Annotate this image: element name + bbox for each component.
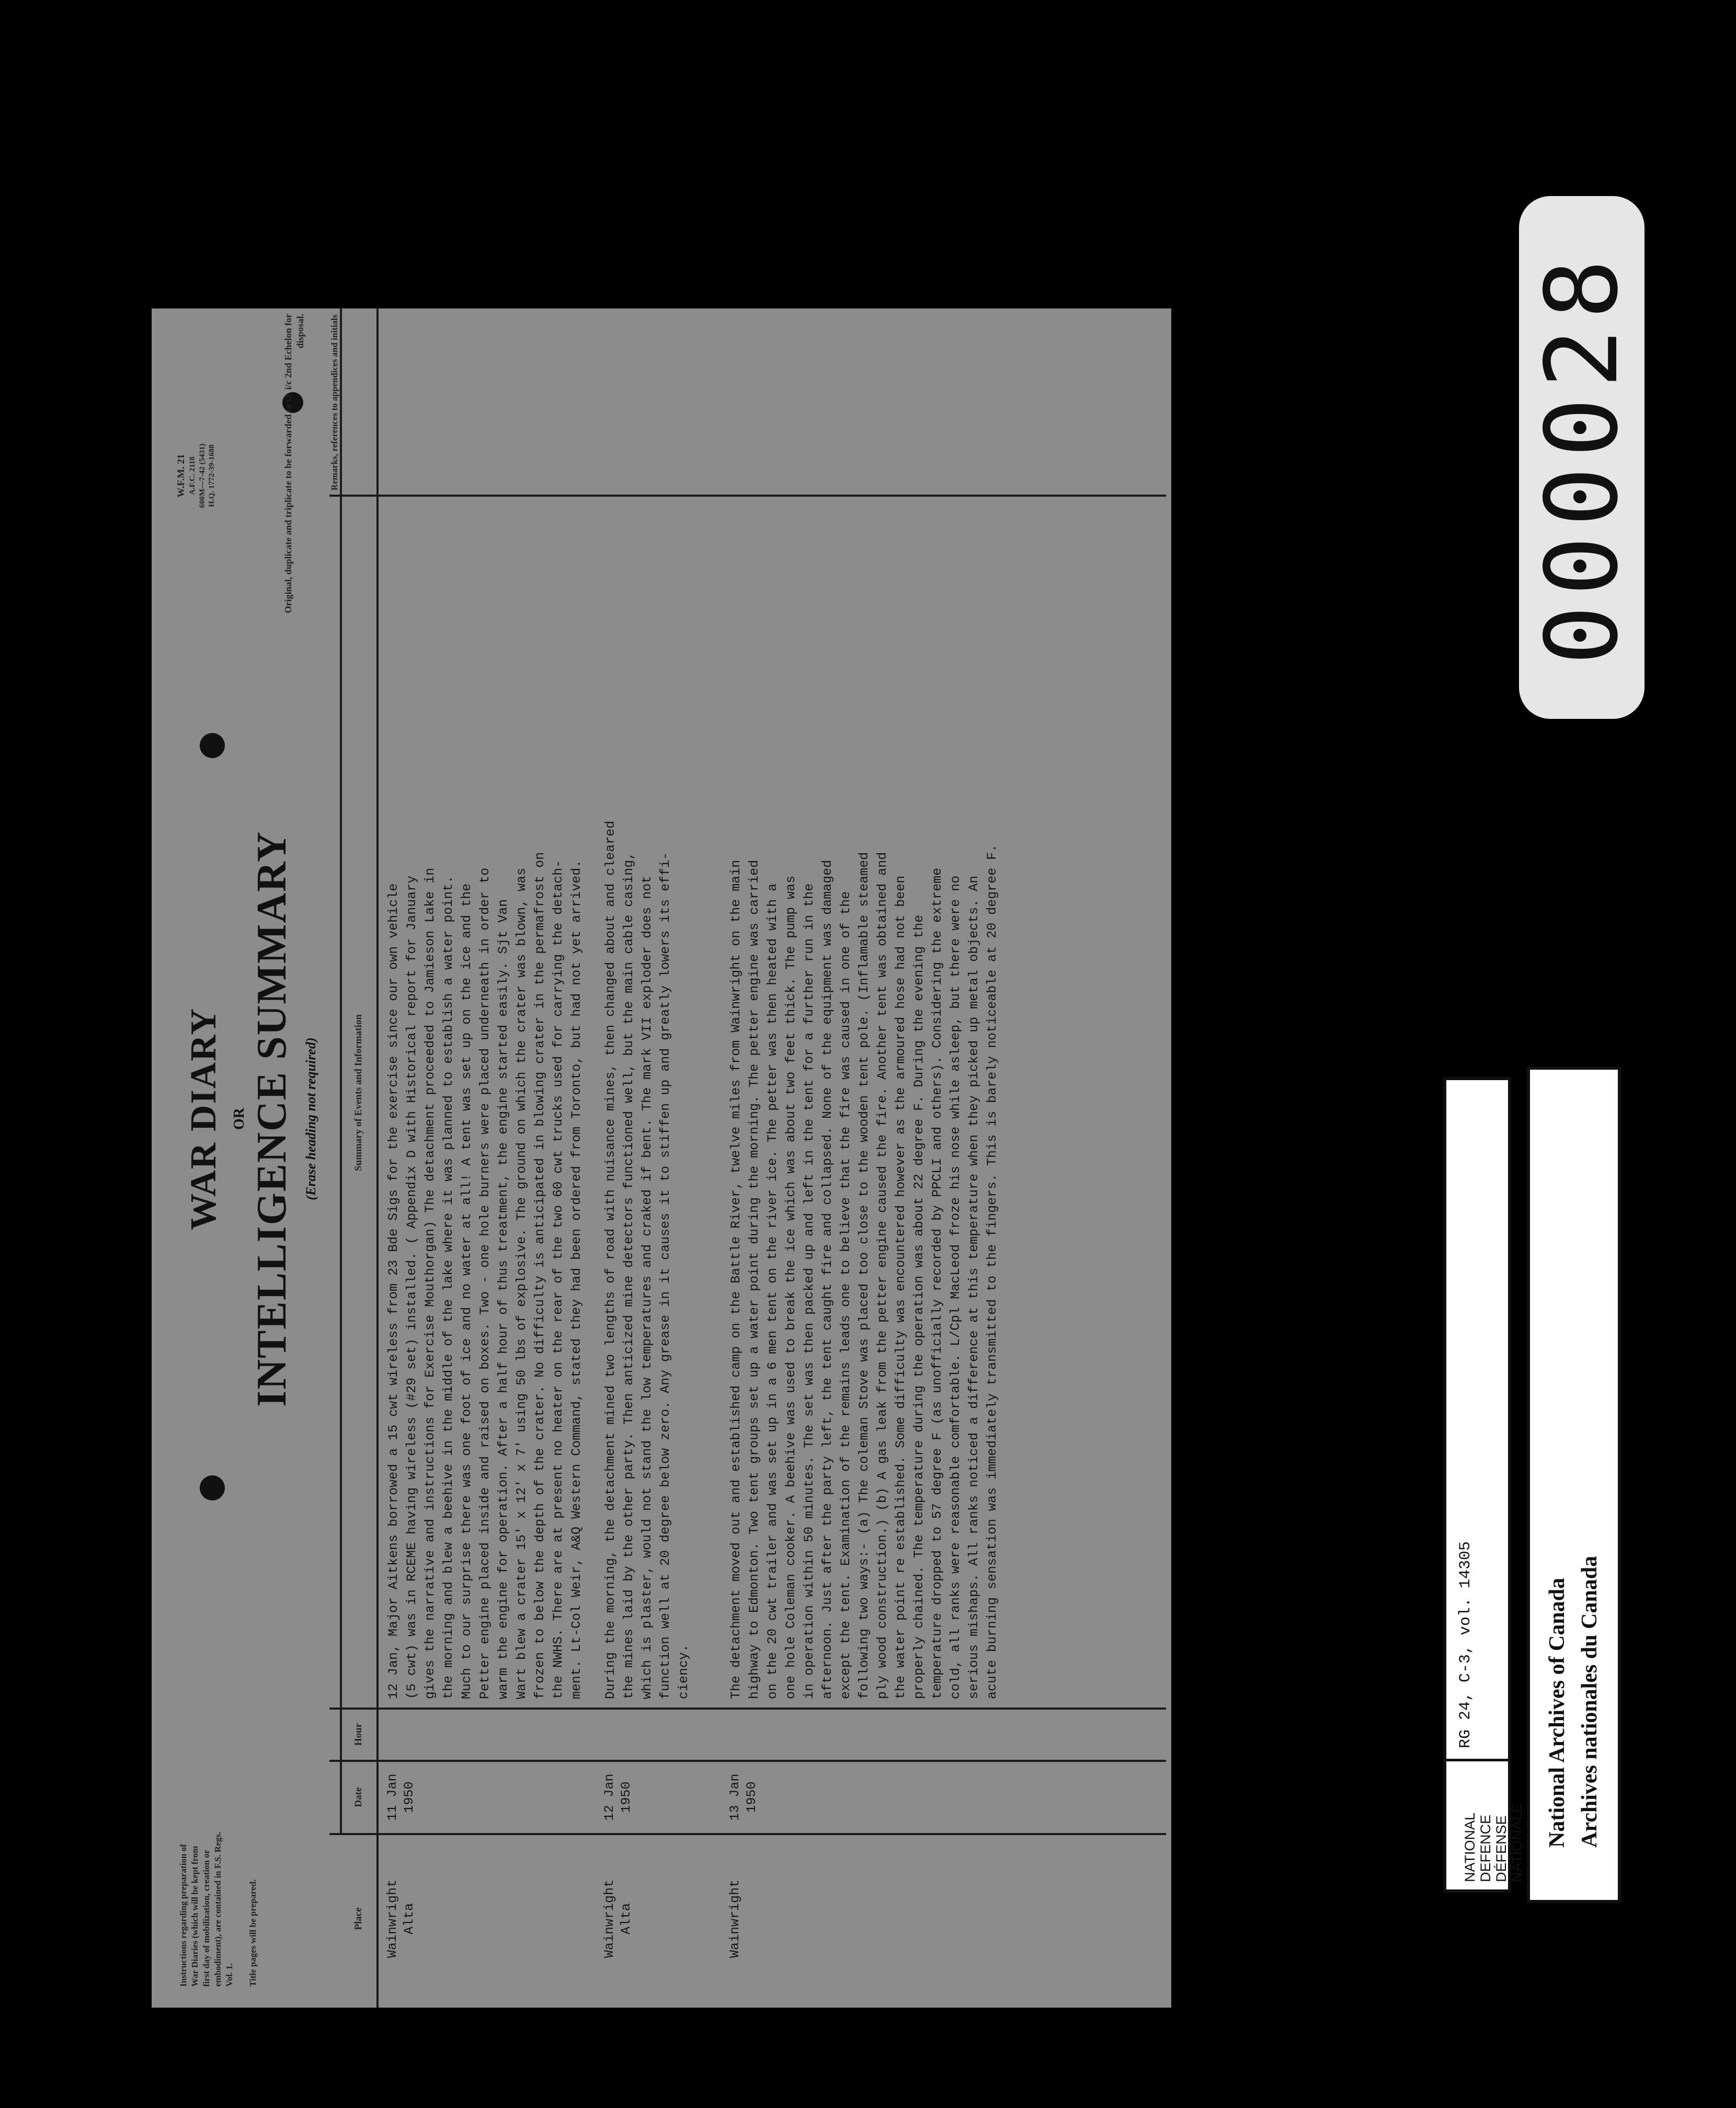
form-print-code: 600M—7-42 (5431) <box>198 443 207 508</box>
form-reference <box>175 408 217 544</box>
summary-line: ply wood construction.) (b) A gas leak from the petter engine caused the fire. Another tent was obtained and <box>875 852 890 1699</box>
instructions-note <box>178 1830 259 1987</box>
title-or: OR <box>231 1108 247 1130</box>
summary-line: gives the narrative and instructions for Exercise Mouthorgan) The detachment proceeded to Jamieson Lake in <box>422 867 438 1699</box>
entry-2-place: Wainwright Alta <box>602 1879 634 1958</box>
erase-heading-note: (Erase heading not required) <box>303 1037 318 1200</box>
summary-line: except the tent. Examination of the remains leads one to believe that the fire was caused in one of the <box>838 891 853 1699</box>
summary-line: acute burning sensation was immediately transmitted to the fingers. This is barely noticeable at 20 degree F. <box>985 844 1000 1699</box>
summary-line: the mines laid by the other party. Then anticized mine detectors functioned well, but the main cable casing, <box>621 852 636 1699</box>
form-id: W.F.M. 21 <box>176 454 187 498</box>
summary-line: ment. Lt-Col Weir, A&Q Western Command, stated they had been ordered from Toronto, but had not yet arrived. <box>569 860 584 1699</box>
summary-line: highway to Edmonton. Two tent groups set up a water point during the morning. The petter engine was carried <box>747 860 762 1699</box>
instructions-text: Instructions regarding preparation of War Diaries (which will be kept from first day of mobilization, creation or embodiment), are contained in F.S. Regs. Vol. 1. <box>178 1831 235 1987</box>
war-diary-form <box>152 308 1171 2008</box>
header-rule-top <box>340 308 342 1835</box>
entry-2-summary <box>601 821 693 1699</box>
summary-line: The detachment moved out and established camp on the Battle River, twelve miles from Wainwright on the main <box>728 860 744 1699</box>
summary-line: (5 cwt) was in RCEME having wireless (#29 set) installed. ( Appendix D with Historical report for January <box>404 875 419 1699</box>
summary-line: serious mishaps. All ranks noticed a difference at this temperature when they picked up metal objects. An <box>966 875 981 1699</box>
summary-line: Much to our surprise there was one foot of ice and no water at all! A tent was set up on the ice and the <box>459 883 474 1699</box>
title-pages-note: Title pages will be prepared. <box>247 1879 258 1987</box>
summary-line: frozen to below the depth of the crater. No difficulty is anticipated in blowing crater in the permafrost on <box>532 852 547 1699</box>
divider-summary-remarks <box>329 495 1166 497</box>
war-diary-page <box>152 308 1171 2008</box>
punch-hole-right <box>200 733 225 758</box>
archives-stamp-label <box>1527 1067 1621 1903</box>
summary-line: cold, all ranks were reasonable comfortable. L/Cpl MacLeod froze his nose while asleep, but there were no <box>948 875 963 1699</box>
divider-place-date <box>329 1833 1166 1835</box>
entry-3-place: Wainwright <box>727 1879 743 1958</box>
title-intelligence-summary: INTELLIGENCE SUMMARY <box>249 831 295 1407</box>
summary-line: which is plaster, would not stand the low temperatures and craked if bent. The mark VII exploder does not <box>639 875 655 1699</box>
summary-line: following two ways:- (a) The coleman Stove was placed too close to the wooden tent pole. (Inflamable steamed <box>856 852 872 1699</box>
archives-name-fr: Archives nationales du Canada <box>1578 1555 1602 1848</box>
title-war-diary: WAR DIARY <box>184 1007 224 1230</box>
summary-line: ciency. <box>676 1644 691 1699</box>
entry-1-place: Wainwright Alta <box>385 1879 417 1958</box>
frame-number: 000028 <box>1524 249 1640 666</box>
department-en: NATIONAL DEFENCE <box>1462 1813 1493 1882</box>
archives-stamp <box>1527 1067 1621 1903</box>
department-name <box>1446 1759 1525 1889</box>
summary-line: Petter engine placed inside and raised on boxes. Two - one hole burners were placed underneath in order to <box>477 867 493 1699</box>
department-fr: DÉFENSE NATIONALE <box>1493 1803 1525 1882</box>
summary-line: Wart blew a crater 15' x 12' x 7' using 50 lbs of explosive. The ground on which the crater was blown, was <box>514 867 529 1699</box>
reference-stamp <box>1443 1077 1525 1893</box>
header-rule-bottom <box>376 308 379 2008</box>
summary-line: temperature dropped to 57 degree F (as unofficially recorded by PPCLI and others). Considering the extreme <box>930 867 945 1699</box>
summary-line: warm the engine for operation. After a half hour of thus treatment, the engine started easily. Sjt Van <box>496 899 511 1699</box>
summary-line: function well at 20 degree below zero. Any grease in it causes it to stiffen up and greatly lowers its effi- <box>658 852 673 1699</box>
entry-1-summary <box>384 852 586 1699</box>
header-summary: Summary of Events and Information <box>353 1014 364 1171</box>
summary-line: the morning and blew a beehive in the middle of the lake where it was planned to establish a water point. <box>441 875 456 1699</box>
entry-3-summary <box>727 844 1001 1699</box>
header-place: Place <box>353 1907 364 1930</box>
summary-line: the NWHS. There are at present no heater on the rear of the two 60 cwt trucks used for carrying the detach- <box>551 860 566 1699</box>
header-date: Date <box>353 1787 364 1807</box>
summary-line: the water point re established. Some difficulty was encountered however as the armoured hose had not been <box>893 875 908 1699</box>
summary-line: one hole Coleman cooker. A beehive was used to break the ice which was about two feet thick. The pump was <box>783 875 798 1699</box>
punch-hole-left <box>200 1475 225 1500</box>
frame-number-tag <box>1519 196 1644 719</box>
divider-hour-summary <box>329 1708 1166 1710</box>
summary-line: afternoon. Just after the party left, the tent caught fire and collapsed. None of the equipment was damaged <box>820 860 835 1699</box>
entry-1-date: 11 Jan 1950 <box>385 1773 417 1821</box>
reference-stamp-label <box>1443 1077 1525 1893</box>
header-remarks: Remarks, references to appendices and initials <box>329 314 339 491</box>
header-hour: Hour <box>353 1723 364 1746</box>
entry-3-date: 13 Jan 1950 <box>727 1773 759 1821</box>
distribution-note: Original, duplicate and triplicate to be forwarded to O. i/c 2nd Echelon for disposal. <box>283 314 306 613</box>
summary-line: 12 Jan, Major Aitkens borrowed a 15 cwt wireless from 23 Bde Sigs for the exercise since our own vehicle <box>386 883 401 1699</box>
frame-number-label <box>1519 196 1644 719</box>
summary-line: in operation within 50 minutes. The set was then packed up and left in the tent for a further run in the <box>802 883 817 1699</box>
summary-line: During the morning, the detachment mined two lengths of road with nuisance mines, then changed about and cleared <box>603 820 618 1699</box>
record-group-reference: RG 24, C-3, vol. 14305 <box>1457 1541 1475 1748</box>
form-hq-code: H.Q. 1772-39-1688 <box>208 444 216 507</box>
summary-line: on the 20 cwt trailer and was set up in a 6 men tent on the river ice. The petter was then heated with a <box>765 883 780 1699</box>
form-afc: A.F.C. 2118 <box>188 456 197 495</box>
entry-2-date: 12 Jan 1950 <box>602 1773 634 1821</box>
summary-line: properly chained. The temperature during the operation was about 22 degree F. During the evening the <box>911 914 927 1699</box>
archives-name-en: National Archives of Canada <box>1545 1577 1569 1848</box>
